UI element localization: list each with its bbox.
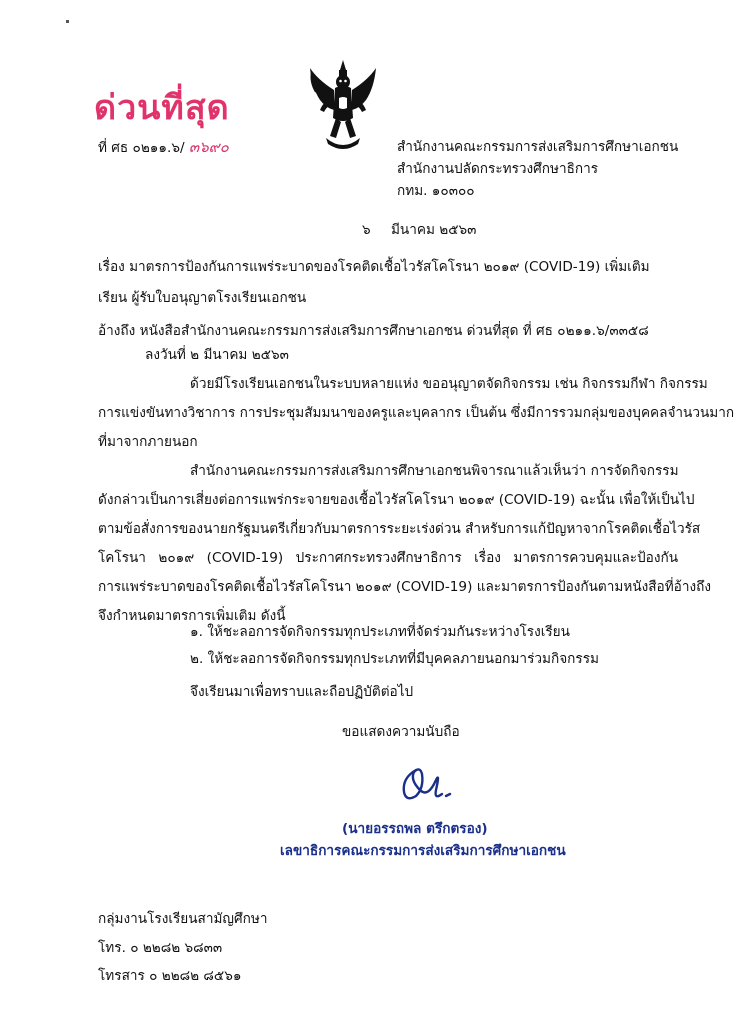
garuda-emblem bbox=[306, 58, 380, 153]
recipient: เรียน ผู้รับใบอนุญาตโรงเรียนเอกชน bbox=[98, 290, 307, 306]
paragraph-1-line-1: ด้วยมีโรงเรียนเอกชนในระบบหลายแห่ง ขออนุญาตจัดกิจกรรม เช่น กิจกรรมกีฬา กิจกรรม bbox=[190, 376, 708, 392]
urgent-stamp: ด่วนที่สุด bbox=[94, 88, 230, 128]
sender-line-1: สำนักงานคณะกรรมการส่งเสริมการศึกษาเอกชน bbox=[397, 139, 679, 155]
date-day: ๖ bbox=[362, 222, 371, 238]
closing: จึงเรียนมาเพื่อทราบและถือปฏิบัติต่อไป bbox=[190, 684, 414, 700]
paragraph-2 bbox=[98, 457, 711, 631]
doc-number-handwritten: ๓๖๙๐ bbox=[188, 138, 229, 156]
date bbox=[362, 221, 476, 239]
subject: เรื่อง มาตรการป้องกันการแพร่ระบาดของโรคติดเชื้อไวรัสโคโรนา ๒๐๑๙ (COVID-19) เพิ่มเติม bbox=[98, 259, 650, 275]
garuda-emblem-svg bbox=[306, 58, 380, 153]
paragraph-1-line-2: การแข่งขันทางวิชาการ การประชุมสัมมนาของครูและบุคลากร เป็นต้น ซึ่งมีการรวมกลุ่มของบุคคลจำนวนมาก bbox=[98, 405, 735, 421]
date-month-year: มีนาคม ๒๕๖๓ bbox=[390, 222, 477, 238]
paragraph-2-line-3: ตามข้อสั่งการของนายกรัฐมนตรีเกี่ยวกับมาตรการระยะเร่งด่วน สำหรับการแก้ปัญหาจากโรคติดเชื้อไวรัส bbox=[98, 521, 701, 537]
salutation: ขอแสดงความนับถือ bbox=[342, 724, 460, 740]
paragraph-2-line-4: โคโรนา ๒๐๑๙ (COVID-19) ประกาศกระทรวงศึกษาธิการ เรื่อง มาตรการควบคุมและป้องกัน bbox=[98, 550, 678, 566]
paragraph-2-line-6: จึงกำหนดมาตรการเพิ่มเติม ดังนี้ bbox=[98, 608, 286, 624]
doc-number bbox=[98, 138, 229, 157]
signature-ink-svg bbox=[396, 760, 466, 806]
reference-line-2: ลงวันที่ ๒ มีนาคม ๒๕๖๓ bbox=[145, 347, 289, 363]
paragraph-2-line-1: สำนักงานคณะกรรมการส่งเสริมการศึกษาเอกชนพิจารณาแล้วเห็นว่า การจัดกิจกรรม bbox=[190, 463, 679, 479]
item-2: ๒. ให้ชะลอการจัดกิจกรรมทุกประเภทที่มีบุคคลภายนอกมาร่วมกิจกรรม bbox=[190, 651, 599, 667]
paragraph-1 bbox=[98, 370, 735, 457]
sender-line-3: กทม. ๑๐๓๐๐ bbox=[397, 183, 475, 199]
footer-phone: โทร. ๐ ๒๒๘๒ ๖๘๓๓ bbox=[98, 940, 223, 956]
paragraph-2-line-5: การแพร่ระบาดของโรคติดเชื้อไวรัสโคโรนา ๒๐๑๙ (COVID-19) และมาตรการป้องกันตามหนังสือที่อ้างถึง bbox=[98, 579, 711, 595]
paragraph-1-line-3: ที่มาจากภายนอก bbox=[98, 434, 198, 450]
signer-position: เลขาธิการคณะกรรมการส่งเสริมการศึกษาเอกชน bbox=[280, 843, 566, 859]
corner-mark bbox=[66, 20, 69, 23]
item-1: ๑. ให้ชะลอการจัดกิจกรรมทุกประเภทที่จัดร่วมกันระหว่างโรงเรียน bbox=[190, 624, 570, 640]
footer-department: กลุ่มงานโรงเรียนสามัญศึกษา bbox=[98, 911, 268, 927]
signature-ink bbox=[396, 760, 466, 806]
sender-line-2: สำนักงานปลัดกระทรวงศึกษาธิการ bbox=[397, 161, 599, 177]
signer-name: (นายอรรถพล ตรึกตรอง) bbox=[342, 821, 488, 837]
footer-fax: โทรสาร ๐ ๒๒๘๒ ๘๕๖๑ bbox=[98, 968, 242, 984]
doc-number-printed: ที่ ศธ ๐๒๑๑.๖/ bbox=[98, 140, 185, 156]
reference-line-1: อ้างถึง หนังสือสำนักงานคณะกรรมการส่งเสริมการศึกษาเอกชน ด่วนที่สุด ที่ ศธ ๐๒๑๑.๖/๓๓๕๘ bbox=[98, 323, 649, 339]
paragraph-2-line-2: ดังกล่าวเป็นการเสี่ยงต่อการแพร่กระจายของเชื้อไวรัสโคโรนา ๒๐๑๙ (COVID-19) ฉะนั้น เพื่อให้เป็นไป bbox=[98, 492, 695, 508]
